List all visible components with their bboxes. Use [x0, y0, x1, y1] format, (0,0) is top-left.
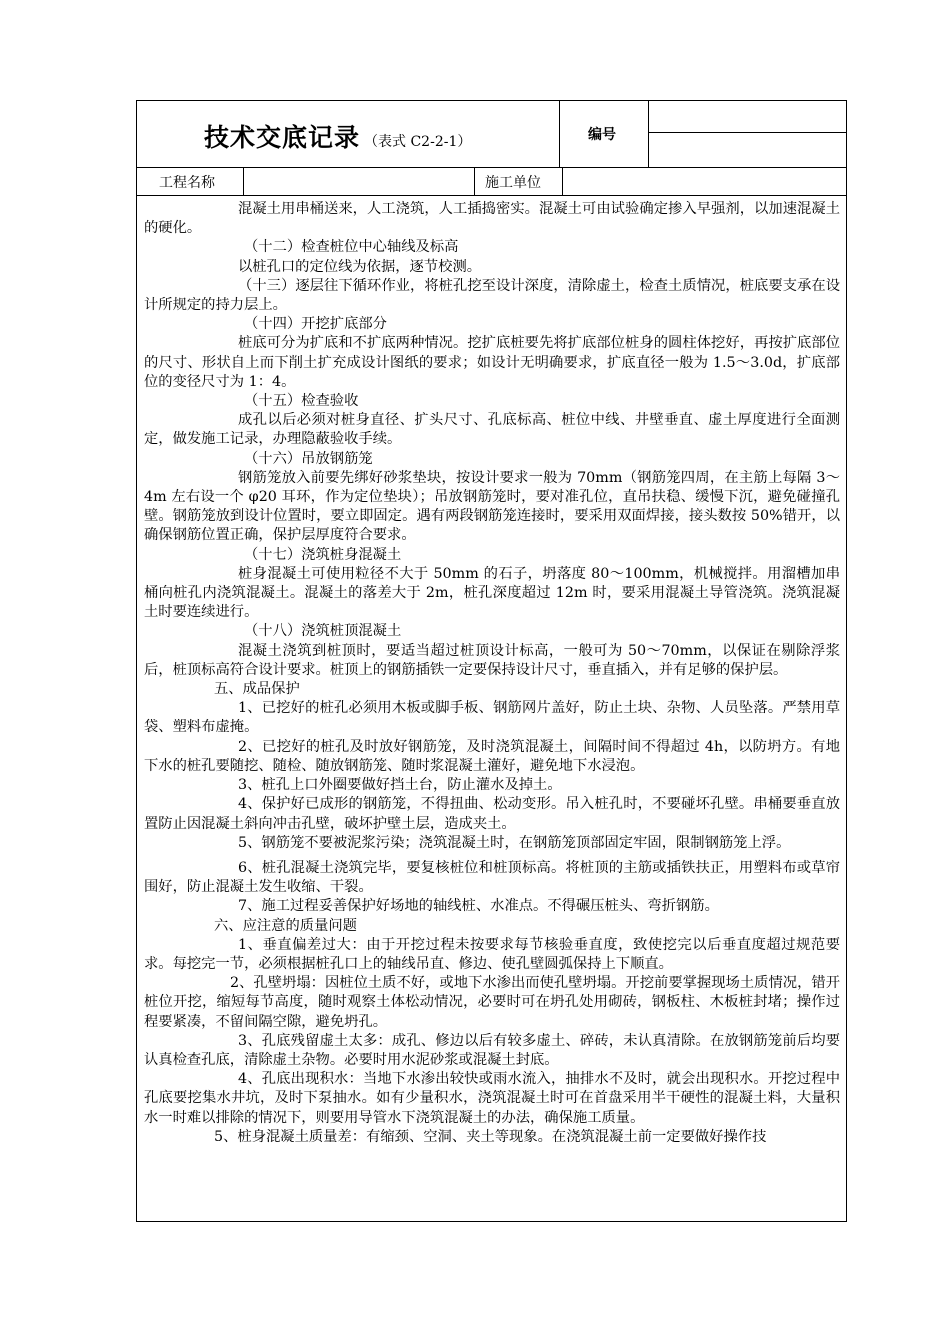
number-label-left-border	[559, 100, 560, 167]
paragraph: 以桩孔口的定位线为依据，逐节校测。	[238, 258, 482, 275]
paragraph: 钢筋笼放入前要先绑好砂浆垫块，按设计要求一般为 70mm（钢筋笼四周，在主筋上每隔 3～4m 左右设一个 φ20 耳环，作为定位垫块）；吊放钢筋笼时，要对准孔位，直吊扶稳、缓慢下沉，避免碰撞孔壁。钢筋笼放到设计位置时，要立即固定。遇有两段钢筋笼连接时，要采用双面焊接，接头数按 50%错开，以确保钢筋位置正确，保护层厚度符合要求。	[144, 469, 840, 544]
number-value-left-border	[648, 100, 649, 167]
info-row-divider	[136, 195, 847, 196]
section-heading: （十八）浇筑桩顶混凝土	[244, 623, 402, 640]
title-text: 技术交底记录	[204, 123, 361, 152]
project-name-label: 工程名称	[159, 175, 215, 191]
chapter-heading: 五、成品保护	[214, 681, 300, 698]
list-item: 1、垂直偏差过大：由于开挖过程未按要求每节核验垂直度，致使挖完以后垂直度超过规范要求。每挖完一节，必须根据桩孔口上的轴线吊直、修边、使孔壁圆弧保持上下顺直。	[144, 936, 840, 972]
disclosure-content	[144, 200, 840, 1147]
construction-unit-left-border	[474, 167, 475, 195]
list-item: 1、已挖好的桩孔必须用木板或脚手板、钢筋网片盖好，防止土块、杂物、人员坠落。严禁用草袋、塑料布虚掩。	[144, 700, 840, 736]
list-item: 6、桩孔混凝土浇筑完毕，要复核桩位和桩顶标高。将桩顶的主筋或插铁扶正，用塑料布或草帘围好，防止混凝土发生收缩、干裂。	[144, 859, 840, 896]
section-heading: （十六）吊放钢筋笼	[244, 450, 373, 467]
list-item: 3、孔底残留虚土太多：成孔、修边以后有较多虚土、碎砖，未认真清除。在放钢筋笼前后均要认真检查孔底，清除虚土杂物。必要时用水泥砂浆或混凝土封底。	[144, 1032, 840, 1068]
chapter-heading: 六、应注意的质量问题	[214, 917, 357, 934]
paragraph: 桩身混凝土可使用粒径不大于 50mm 的石子，坍落度 80～100mm，机械搅拌。用溜槽加串桶向桩孔内浇筑混凝土。混凝土的落差大于 2m，桩孔深度超过 12m 时，要采用混凝土导管浇筑。浇筑混凝土时要连续进行。	[144, 565, 840, 621]
paragraph: （十三）逐层往下循环作业，将桩孔挖至设计深度，清除虚土，检查土质情况，桩底要支承在设计所规定的持力层上。	[144, 277, 840, 314]
project-name-value-left-border	[243, 167, 244, 195]
section-heading: （十二）检查桩位中心轴线及标高	[244, 239, 459, 256]
number-cell-divider	[648, 132, 847, 133]
form-code: （表式 C2-2-1）	[364, 134, 472, 150]
list-item: 2、孔壁坍塌：因桩位土质不好，或地下水渗出而使孔壁坍塌。开挖前要掌握现场土质情况，错开桩位开挖，缩短每节高度，随时观察土体松动情况，必要时可在坍孔处用砌砖，钢板柱、木板桩封堵；操作过程要紧凑，不留间隔空隙，避免坍孔。	[144, 975, 840, 1030]
section-heading: （十四）开挖扩底部分	[244, 316, 387, 333]
list-item: 7、施工过程妥善保护好场地的轴线桩、水准点。不得碾压桩头、弯折钢筋。	[238, 898, 719, 915]
list-item: 3、桩孔上口外圈要做好挡土台，防止灌水及掉土。	[238, 777, 562, 794]
section-heading: （十七）浇筑桩身混凝土	[244, 546, 402, 563]
section-heading: （十五）检查验收	[244, 393, 359, 410]
paragraph: 成孔以后必须对桩身直径、扩头尺寸、孔底标高、桩位中线、井壁垂直、虚土厚度进行全面测定，做发施工记录，办理隐蔽验收手续。	[144, 412, 840, 448]
list-item: 4、孔底出现积水：当地下水渗出较快或雨水流入，抽排水不及时，就会出现积水。开挖过程中孔底要挖集水井坑，及时下泵抽水。如有少量积水，浇筑混凝土时可在首盘采用半干硬性的混凝土料，大量积水一时难以排除的情况下，则要用导管水下浇筑混凝土的办法，确保施工质量。	[144, 1071, 840, 1126]
list-item: 5、钢筋笼不要被泥浆污染；浇筑混凝土时，在钢筋笼顶部固定牢固，限制钢筋笼上浮。	[238, 834, 791, 851]
construction-unit-value-left-border	[562, 167, 563, 195]
paragraph: 混凝土用串桶送来，人工浇筑，人工插捣密实。混凝土可由试验确定掺入早强剂，以加速混凝土的硬化。	[144, 201, 840, 237]
construction-unit-label: 施工单位	[485, 175, 541, 191]
document-title	[204, 118, 471, 158]
list-item: 5、桩身混凝土质量差：有缩颈、空洞、夹土等现象。在浇筑混凝土前一定要做好操作技	[214, 1128, 767, 1145]
list-item: 2、已挖好的桩孔及时放好钢筋笼，及时浇筑混凝土，间隔时间不得超过 4h，以防坍方。有地下水的桩孔要随挖、随检、随放钢筋笼、随时浆混凝土灌好，避免地下水浸泡。	[144, 738, 840, 774]
list-item: 4、保护好已成形的钢筋笼，不得扭曲、松动变形。吊入桩孔时，不要碰坏孔壁。串桶要垂直放置防止因混凝土斜向冲击孔壁，破坏护壁土层，造成夹土。	[144, 796, 840, 832]
paragraph: 混凝土浇筑到桩顶时，要适当超过桩顶设计标高，一般可为 50～70mm，以保证在剔除浮浆后，桩顶标高符合设计要求。桩顶上的钢筋插铁一定要保持设计尺寸，垂直插入，并有足够的保护层。	[144, 642, 840, 678]
number-label: 编号	[588, 127, 616, 143]
paragraph: 桩底可分为扩底和不扩底两种情况。挖扩底桩要先将扩底部位桩身的圆柱体挖好，再按扩底部位的尺寸、形状自上而下削土扩充成设计图纸的要求；如设计无明确要求，扩底直径一般为 1.5～3.0d，扩底部位的变径尺寸为 1：4。	[144, 335, 840, 390]
